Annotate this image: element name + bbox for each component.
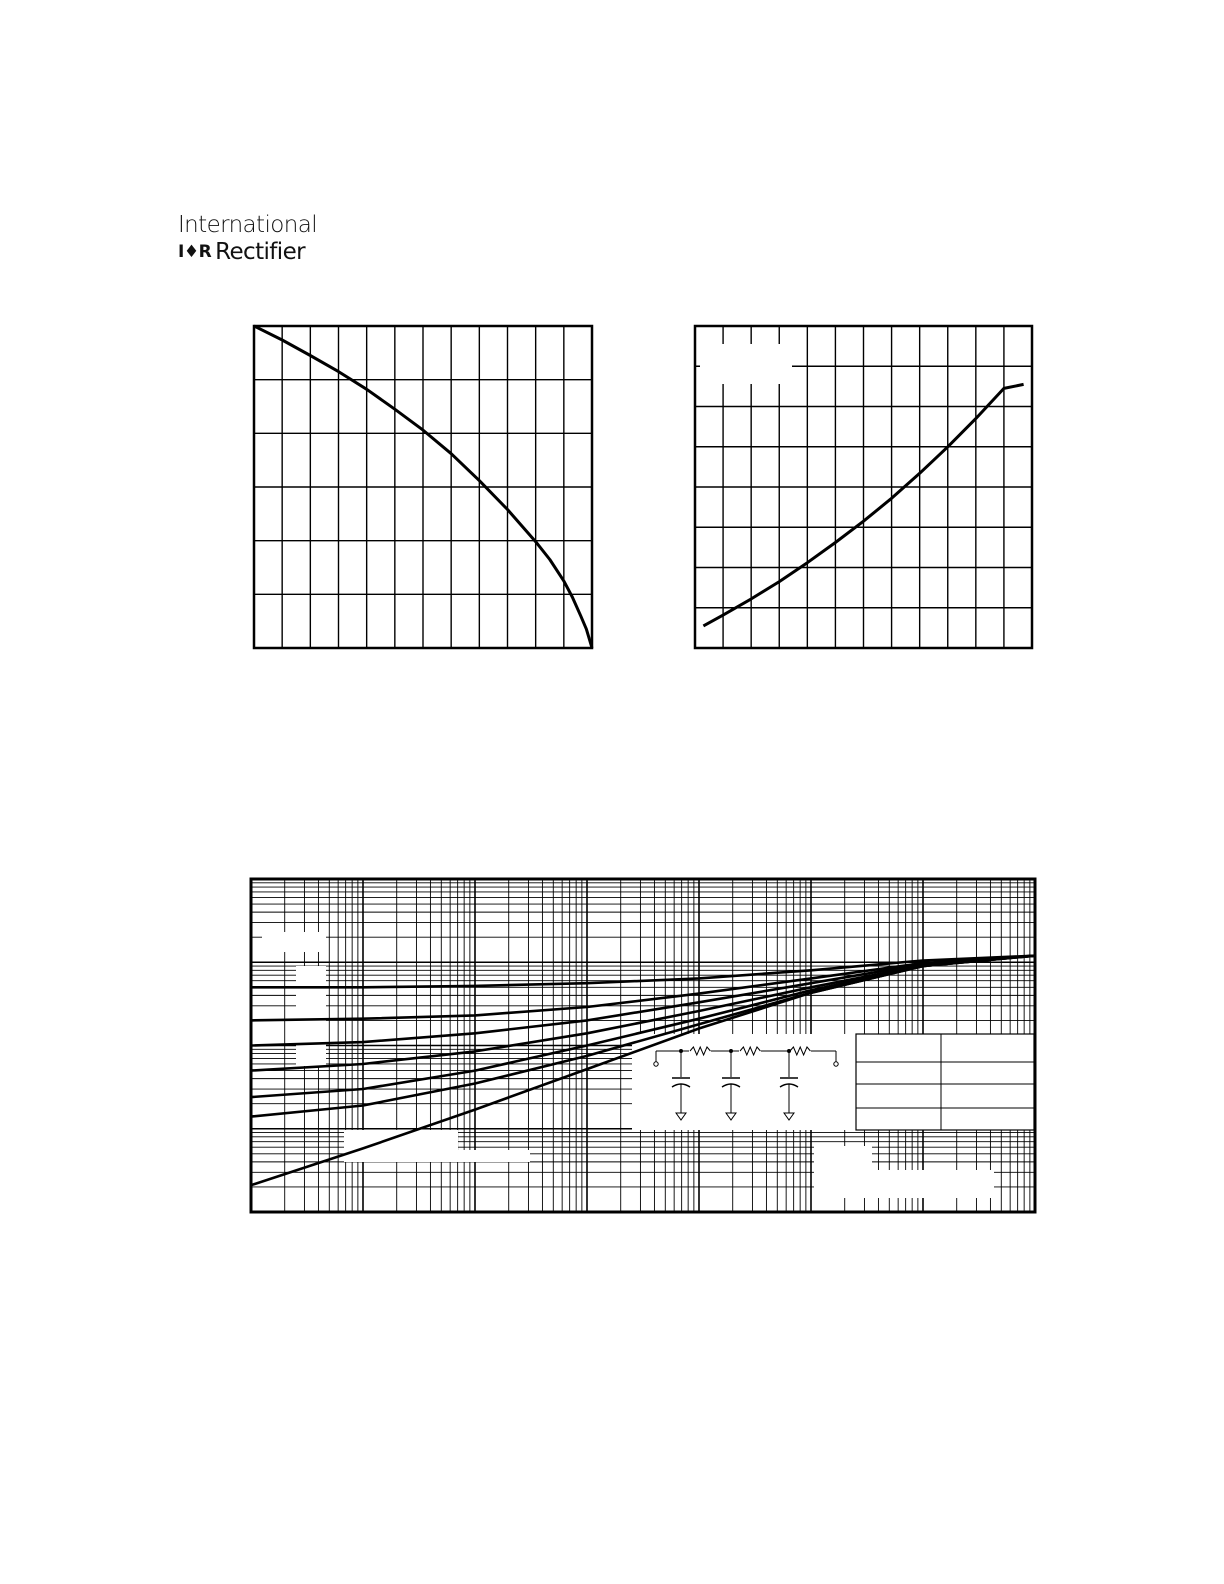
terminal-node — [654, 1062, 658, 1066]
grid-mask — [872, 1170, 994, 1198]
grid-mask — [856, 1034, 1034, 1130]
grid-mask — [814, 1146, 872, 1198]
grid-mask — [458, 1150, 530, 1162]
legend-mask — [700, 344, 792, 384]
chart-bottom-thermal-impedance — [251, 879, 1035, 1212]
logo-line-rectifier: Rectifier — [215, 239, 306, 265]
grid-mask — [262, 932, 326, 952]
terminal-node — [834, 1062, 838, 1066]
logo-line-international: International — [178, 212, 317, 238]
chart-top-right — [695, 326, 1032, 648]
logo-mark-icon: I♦R — [178, 242, 212, 262]
grid-mask — [296, 966, 326, 1066]
chart-top-left — [254, 326, 592, 648]
series-line-7 — [251, 956, 1035, 988]
